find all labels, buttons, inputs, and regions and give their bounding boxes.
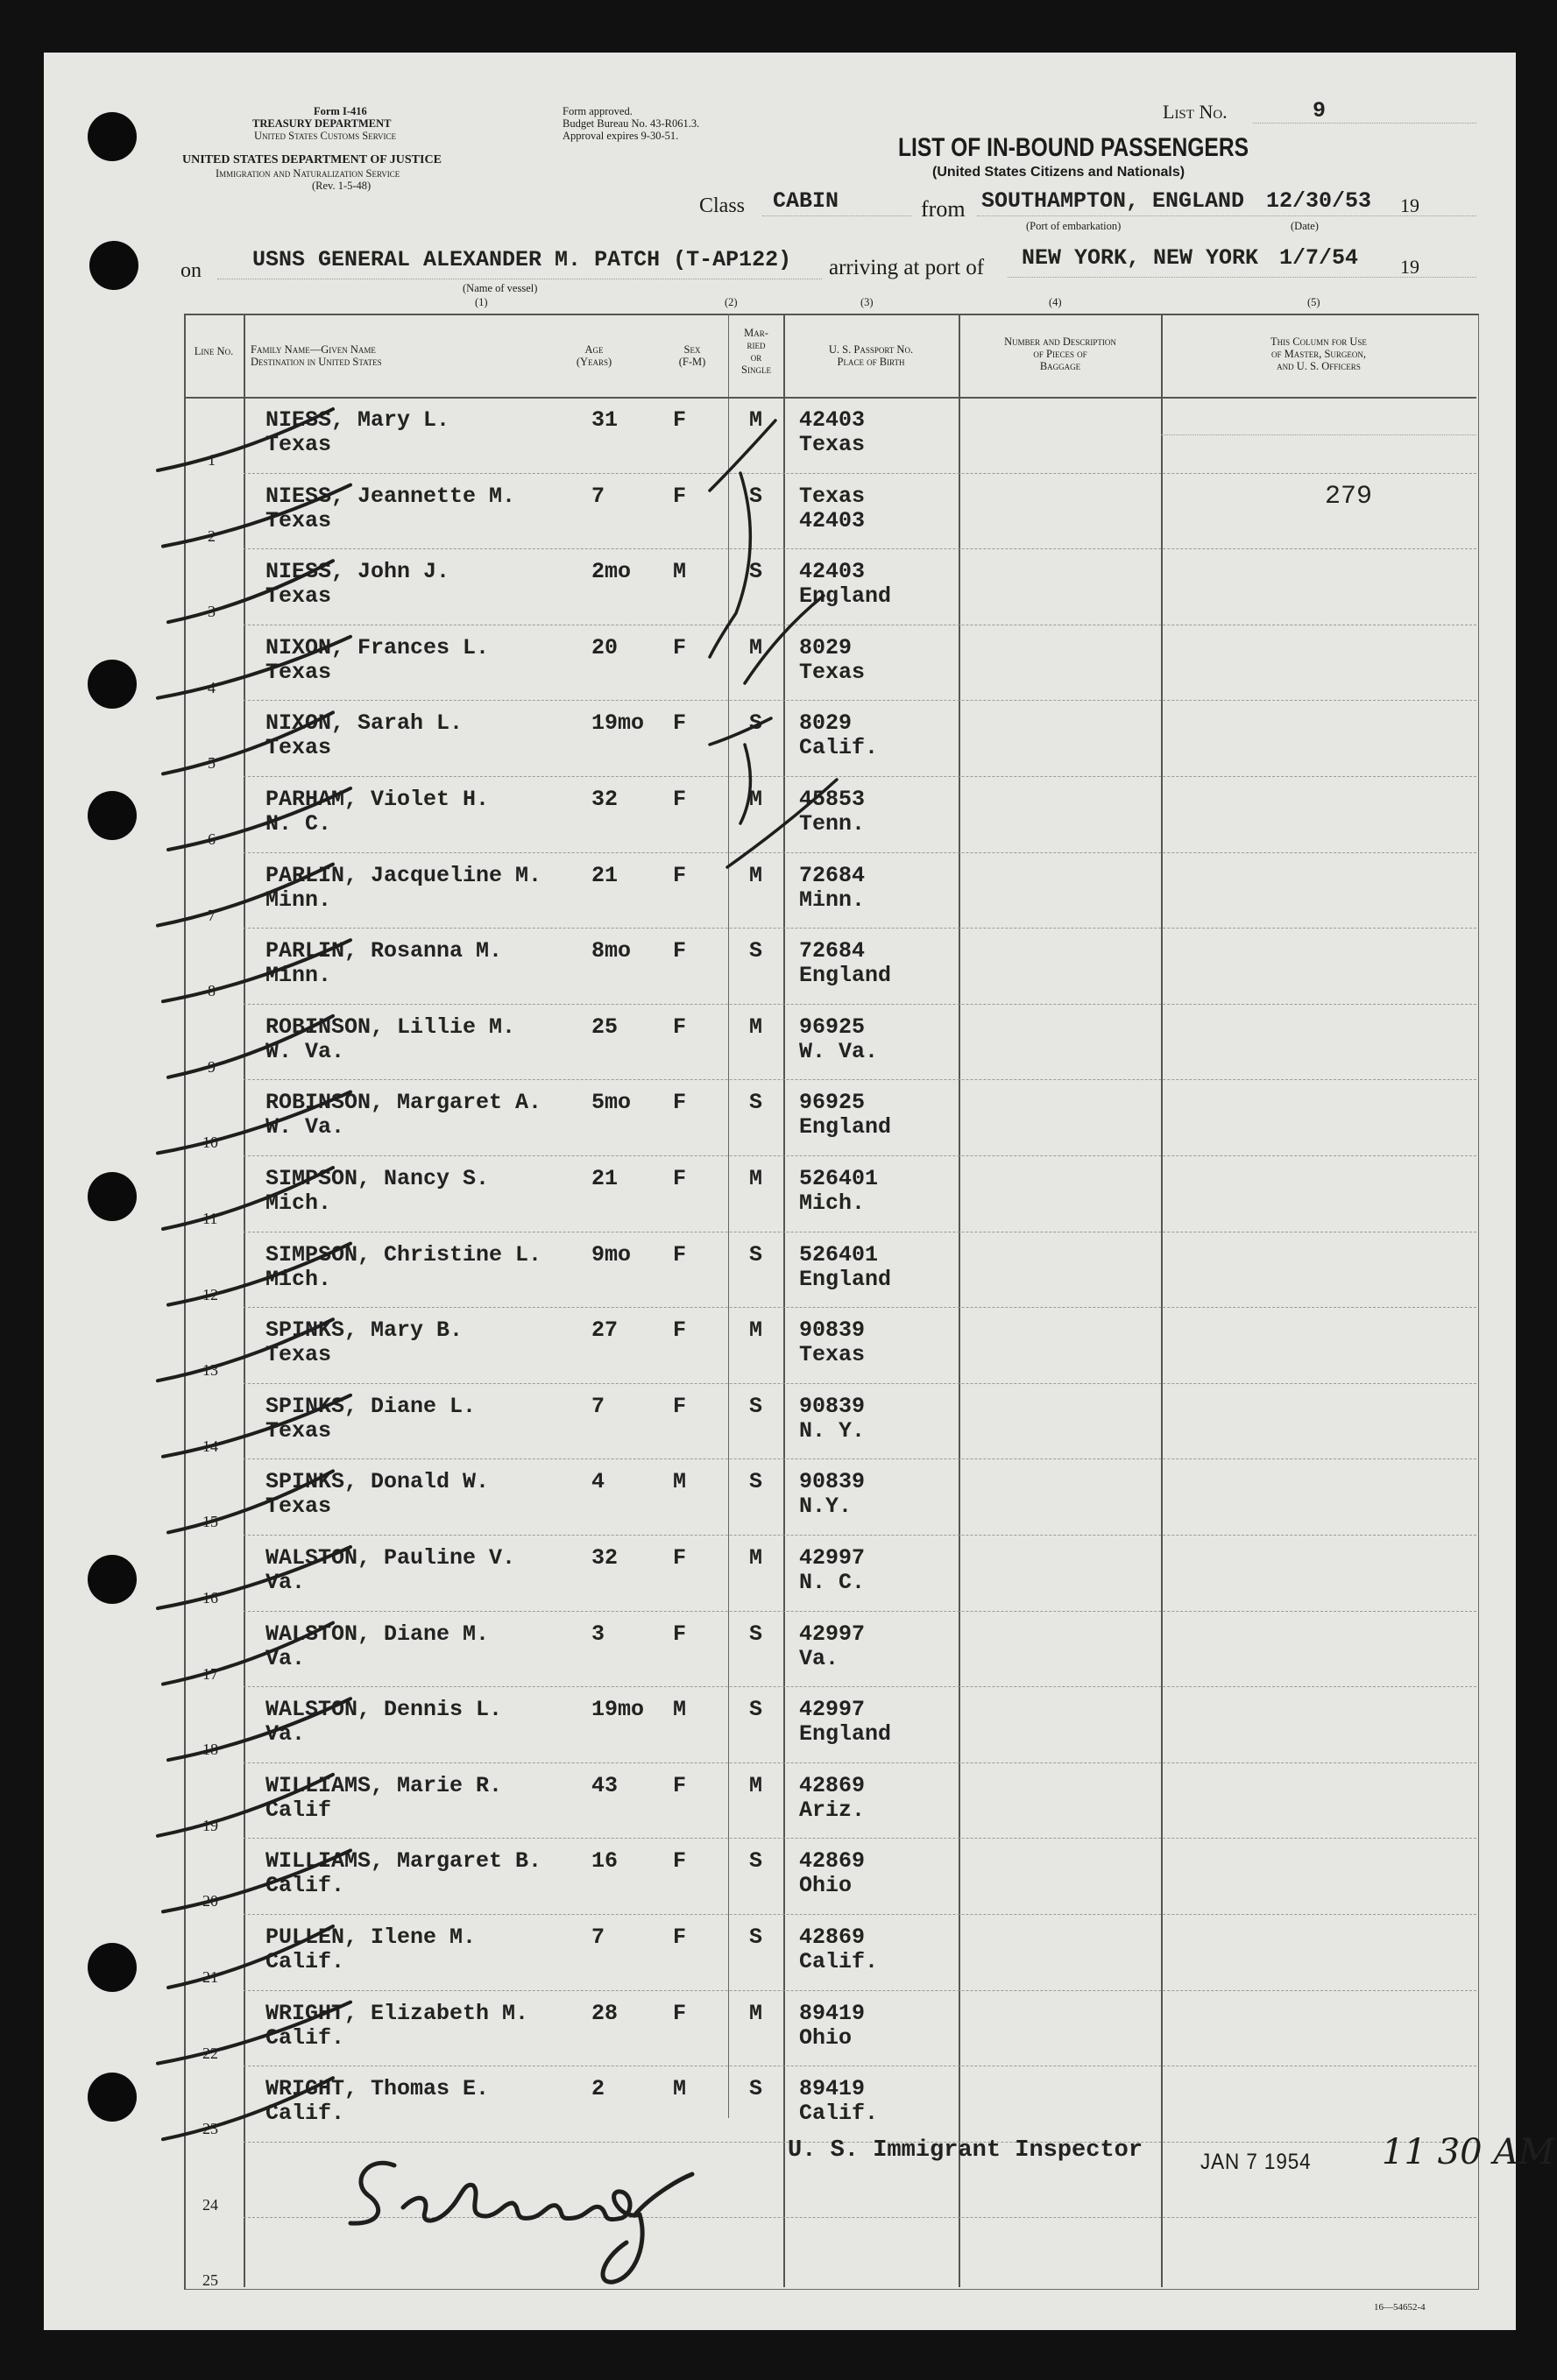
date-caption: (Date) [1291, 220, 1319, 232]
line-number: 14 [202, 1437, 218, 1455]
line-number: 18 [202, 1741, 218, 1759]
on-label: on [180, 259, 202, 282]
table-row [44, 397, 1516, 473]
approval-expires: Approval expires 9-30-51. [563, 130, 679, 142]
line-number: 22 [202, 2044, 218, 2062]
sex: M [673, 1697, 687, 1723]
age: 21 [591, 862, 619, 888]
marital-status: S [749, 1697, 763, 1723]
destination: Calif. [265, 2101, 345, 2127]
table-row [44, 1079, 1516, 1155]
destination: Va. [265, 1721, 306, 1748]
marital-status: M [749, 1166, 763, 1191]
passport-number: 42869 [799, 1848, 866, 1875]
age: 5mo [591, 1090, 632, 1116]
destination: Texas [265, 507, 332, 533]
sex: M [673, 1469, 687, 1495]
passport-number: 42997 [799, 1545, 866, 1571]
destination: Texas [265, 1417, 332, 1444]
form-approved: Form approved. [563, 105, 633, 117]
sex: F [673, 1545, 687, 1571]
place-of-birth: Texas [799, 659, 866, 685]
arrival-port: NEW YORK, NEW YORK [1022, 245, 1259, 271]
line-number: 23 [202, 2120, 218, 2138]
age: 32 [591, 787, 619, 812]
table-row [44, 1004, 1516, 1080]
list-no-value: 9 [1313, 98, 1327, 124]
header-baggage: Number and Description of Pieces of Baggage [1004, 335, 1116, 372]
from-label: from [921, 196, 966, 222]
passport-number: 90839 [799, 1393, 866, 1419]
marital-status: S [749, 559, 763, 585]
line-number: 20 [202, 1892, 218, 1910]
marital-status: M [749, 1317, 763, 1344]
family-given-name: ROBINSON, Margaret A. [265, 1090, 542, 1116]
sex: F [673, 1924, 687, 1950]
sex: F [673, 1013, 687, 1040]
passport-number: 90839 [799, 1317, 866, 1344]
passport-number: 526401 [799, 1166, 879, 1191]
family-given-name: WALSTON, Pauline V. [265, 1545, 516, 1571]
family-given-name: ROBINSON, Lillie M. [265, 1013, 516, 1040]
family-given-name: SPINKS, Donald W. [265, 1469, 490, 1495]
list-title: LIST OF IN-BOUND PASSENGERS [898, 133, 1249, 162]
header-officers: This Column for Use of Master, Surgeon, and U. S. Officers [1270, 335, 1367, 372]
line-number: 4 [208, 678, 216, 696]
header-sex: Sex (F-M) [678, 343, 706, 368]
inspector-label: U. S. Immigrant Inspector [788, 2137, 1143, 2164]
place-of-birth: Ohio [799, 2024, 853, 2051]
col-number: (1) [475, 296, 488, 308]
header-name: Family Name—Given Name Destination in United States [251, 343, 382, 368]
family-given-name: SPINKS, Diane L. [265, 1393, 477, 1419]
marital-status: M [749, 787, 763, 812]
punch-hole [89, 241, 138, 290]
table-row [44, 928, 1516, 1004]
place-of-birth: England [799, 1266, 892, 1292]
age: 7 [591, 483, 605, 509]
age: 21 [591, 1166, 619, 1191]
table-row [44, 1914, 1516, 1990]
age: 2 [591, 2076, 605, 2102]
line-number: 6 [208, 830, 216, 848]
sex: F [673, 2000, 687, 2026]
sex: F [673, 1772, 687, 1798]
line-number: 3 [208, 603, 216, 621]
table-row [44, 852, 1516, 929]
table-row [44, 625, 1516, 701]
passport-number: 72684 [799, 862, 866, 888]
passport-number: 45853 [799, 787, 866, 812]
marital-status: S [749, 1090, 763, 1116]
family-given-name: NIXON, Frances L. [265, 634, 490, 660]
family-given-name: SIMPSON, Christine L. [265, 1241, 542, 1268]
inspector-signature [333, 2120, 789, 2295]
table-row [44, 1307, 1516, 1383]
age: 32 [591, 1545, 619, 1571]
age: 31 [591, 407, 619, 433]
sex: F [673, 1393, 687, 1419]
line-number: 7 [208, 906, 216, 924]
passport-number: 96925 [799, 1013, 866, 1040]
sex: F [673, 710, 687, 737]
place-of-birth: 42403 [799, 507, 866, 533]
marital-status: S [749, 483, 763, 509]
officer-note: 279 [1325, 482, 1373, 512]
destination: Minn. [265, 886, 332, 913]
place-of-birth: Calif. [799, 1949, 879, 1974]
treasury-dept: TREASURY DEPARTMENT [252, 117, 392, 130]
destination: Texas [265, 1342, 332, 1368]
revision: (Rev. 1-5-48) [312, 180, 372, 192]
place-of-birth: Calif. [799, 735, 879, 761]
depart-date: 12/30/53 [1266, 188, 1372, 214]
place-of-birth: N. Y. [799, 1417, 866, 1444]
place-of-birth: Minn. [799, 886, 866, 913]
punch-hole [88, 112, 137, 161]
table-row [44, 1155, 1516, 1232]
marital-status: S [749, 1621, 763, 1647]
sex: F [673, 1848, 687, 1875]
marital-status: M [749, 1545, 763, 1571]
family-given-name: WALSTON, Diane M. [265, 1621, 490, 1647]
destination: N. C. [265, 811, 332, 837]
marital-status: S [749, 2076, 763, 2102]
sex: F [673, 1317, 687, 1344]
line-number: 11 [202, 1210, 218, 1227]
year-label-2: 19 [1400, 256, 1419, 278]
table-row [44, 1535, 1516, 1611]
marital-status: M [749, 862, 763, 888]
family-given-name: WRIGHT, Elizabeth M. [265, 2000, 529, 2026]
vessel-caption: (Name of vessel) [463, 282, 538, 294]
list-no-label: List No. [1163, 101, 1228, 123]
list-subtitle: (United States Citizens and Nationals) [932, 165, 1185, 180]
col-number: (3) [860, 296, 874, 308]
sex: M [673, 559, 687, 585]
destination: Calif. [265, 1949, 345, 1974]
vessel-name: USNS GENERAL ALEXANDER M. PATCH (T-AP122) [252, 247, 792, 272]
destination: Va. [265, 1645, 306, 1671]
passport-number: 42997 [799, 1621, 866, 1647]
destination: Texas [265, 735, 332, 761]
family-given-name: NIESS, Mary L. [265, 407, 450, 433]
line-number: 19 [202, 1816, 218, 1834]
table-row [44, 1611, 1516, 1687]
passport-number: 90839 [799, 1469, 866, 1495]
age: 28 [591, 2000, 619, 2026]
age: 16 [591, 1848, 619, 1875]
passport-number: 42869 [799, 1772, 866, 1798]
table-row [44, 1458, 1516, 1535]
embark-caption: (Port of embarkation) [1026, 220, 1122, 232]
age: 27 [591, 1317, 619, 1344]
sex: M [673, 2076, 687, 2102]
line-number: 5 [208, 754, 216, 773]
destination: Texas [265, 1494, 332, 1520]
header-line-no: Line No. [194, 345, 234, 357]
age: 25 [591, 1013, 619, 1040]
passport-number: 72684 [799, 938, 866, 964]
marital-status: S [749, 1924, 763, 1950]
passport-number: 42403 [799, 559, 866, 585]
line-number: 1 [208, 451, 216, 469]
destination: Calif. [265, 2024, 345, 2051]
sex: F [673, 862, 687, 888]
header-age: Age (Years) [576, 343, 612, 368]
year-label-1: 19 [1400, 194, 1419, 216]
col-number: (4) [1049, 296, 1062, 308]
place-of-birth: N.Y. [799, 1494, 853, 1520]
table-row [44, 473, 1516, 549]
destination: Mich. [265, 1190, 332, 1216]
marital-status: M [749, 2000, 763, 2026]
line-number: 2 [208, 526, 216, 545]
passport-number: 89419 [799, 2000, 866, 2026]
family-given-name: PARLIN, Rosanna M. [265, 938, 503, 964]
place-of-birth: Texas [799, 1342, 866, 1368]
place-of-birth: England [799, 1721, 892, 1748]
family-given-name: WRIGHT, Thomas E. [265, 2076, 490, 2102]
marital-status: M [749, 1772, 763, 1798]
passport-number: 42869 [799, 1924, 866, 1950]
marital-status: S [749, 1393, 763, 1419]
age: 43 [591, 1772, 619, 1798]
arrival-date: 1/7/54 [1279, 245, 1359, 271]
marital-status: S [749, 710, 763, 737]
destination: Minn. [265, 963, 332, 989]
table-row [44, 776, 1516, 852]
destination: Texas [265, 432, 332, 457]
sex: F [673, 407, 687, 433]
form-number: Form I-416 [314, 105, 367, 117]
passport-number: 42403 [799, 407, 866, 433]
family-given-name: SPINKS, Mary B. [265, 1317, 464, 1344]
marital-status: S [749, 1848, 763, 1875]
footer-code: 16—54652-4 [1374, 2302, 1426, 2313]
destination: Texas [265, 583, 332, 610]
place-of-birth: England [799, 1114, 892, 1141]
table-row [44, 1232, 1516, 1308]
family-given-name: WALSTON, Dennis L. [265, 1697, 503, 1723]
age: 19mo [591, 710, 645, 737]
family-given-name: NIESS, Jeannette M. [265, 483, 516, 509]
destination: Calif [265, 1797, 332, 1823]
place-of-birth: N. C. [799, 1570, 866, 1595]
class-value: CABIN [773, 188, 839, 214]
place-of-birth: Va. [799, 1645, 839, 1671]
table-row [44, 1383, 1516, 1459]
justice-dept: UNITED STATES DEPARTMENT OF JUSTICE [182, 153, 442, 166]
age: 7 [591, 1393, 605, 1419]
manifest-page [44, 53, 1555, 2330]
header-married-single: Mar- ried or Single [741, 327, 771, 376]
place-of-birth: Tenn. [799, 811, 866, 837]
table-row [44, 548, 1516, 625]
ins-service: Immigration and Naturalization Service [216, 167, 400, 180]
destination: Texas [265, 659, 332, 685]
age: 4 [591, 1469, 605, 1495]
marital-status: S [749, 1241, 763, 1268]
line-number: 24 [202, 2195, 218, 2214]
passport-number: 8029 [799, 634, 853, 660]
place-of-birth: Ohio [799, 1873, 853, 1899]
family-given-name: WILLIAMS, Marie R. [265, 1772, 503, 1798]
class-label: Class [699, 194, 746, 217]
destination: W. Va. [265, 1038, 345, 1064]
sex: F [673, 634, 687, 660]
line-number: 8 [208, 982, 216, 1000]
passport-number: 526401 [799, 1241, 879, 1268]
line-number: 21 [202, 1968, 218, 1986]
marital-status: M [749, 407, 763, 433]
passport-number: 42997 [799, 1697, 866, 1723]
stamp-date: JAN 7 1954 [1200, 2150, 1312, 2174]
table-row [44, 1838, 1516, 1914]
line-number: 13 [202, 1361, 218, 1380]
table-row [44, 1762, 1516, 1839]
time-note: 11 30 AM [1382, 2132, 1555, 2172]
table-row [44, 1686, 1516, 1762]
sex: F [673, 1090, 687, 1116]
place-of-birth: W. Va. [799, 1038, 879, 1064]
sex: F [673, 483, 687, 509]
passport-number: Texas [799, 483, 866, 509]
place-of-birth: England [799, 963, 892, 989]
sex: F [673, 787, 687, 812]
age: 7 [591, 1924, 605, 1950]
family-given-name: PARHAM, Violet H. [265, 787, 490, 812]
place-of-birth: Ariz. [799, 1797, 866, 1823]
destination: Mich. [265, 1266, 332, 1292]
passport-number: 8029 [799, 710, 853, 737]
age: 3 [591, 1621, 605, 1647]
family-given-name: WILLIAMS, Margaret B. [265, 1848, 542, 1875]
line-number: 12 [202, 1285, 218, 1303]
family-given-name: PULLEN, Ilene M. [265, 1924, 477, 1950]
line-number: 16 [202, 1589, 218, 1607]
family-given-name: NIESS, John J. [265, 559, 450, 585]
age: 8mo [591, 938, 632, 964]
col-number: (2) [725, 296, 738, 308]
sex: F [673, 938, 687, 964]
family-given-name: SIMPSON, Nancy S. [265, 1166, 490, 1191]
header-passport: U. S. Passport No. Place of Birth [828, 343, 914, 368]
sex: F [673, 1621, 687, 1647]
budget-bureau: Budget Bureau No. 43-R061.3. [563, 117, 700, 130]
destination: W. Va. [265, 1114, 345, 1141]
place-of-birth: Mich. [799, 1190, 866, 1216]
family-given-name: NIXON, Sarah L. [265, 710, 464, 737]
marital-status: S [749, 938, 763, 964]
marital-status: M [749, 1013, 763, 1040]
destination: Va. [265, 1570, 306, 1595]
customs-service: United States Customs Service [254, 130, 397, 142]
col-number: (5) [1307, 296, 1320, 308]
sex: F [673, 1241, 687, 1268]
age: 2mo [591, 559, 632, 585]
passport-number: 89419 [799, 2076, 866, 2102]
table-row [44, 700, 1516, 776]
age: 19mo [591, 1697, 645, 1723]
marital-status: M [749, 634, 763, 660]
line-number: 15 [202, 1513, 218, 1531]
place-of-birth: Texas [799, 432, 866, 457]
line-number: 17 [202, 1664, 218, 1683]
embark-port: SOUTHAMPTON, ENGLAND [981, 188, 1245, 214]
line-number: 9 [208, 1057, 216, 1076]
destination: Calif. [265, 1873, 345, 1899]
place-of-birth: England [799, 583, 892, 610]
line-number: 25 [202, 2271, 218, 2290]
line-number: 10 [202, 1134, 218, 1152]
sex: F [673, 1166, 687, 1191]
age: 20 [591, 634, 619, 660]
table-row [44, 1990, 1516, 2066]
arriving-label: arriving at port of [829, 256, 985, 279]
family-given-name: PARLIN, Jacqueline M. [265, 862, 542, 888]
passport-number: 96925 [799, 1090, 866, 1116]
age: 9mo [591, 1241, 632, 1268]
place-of-birth: Calif. [799, 2101, 879, 2127]
marital-status: S [749, 1469, 763, 1495]
